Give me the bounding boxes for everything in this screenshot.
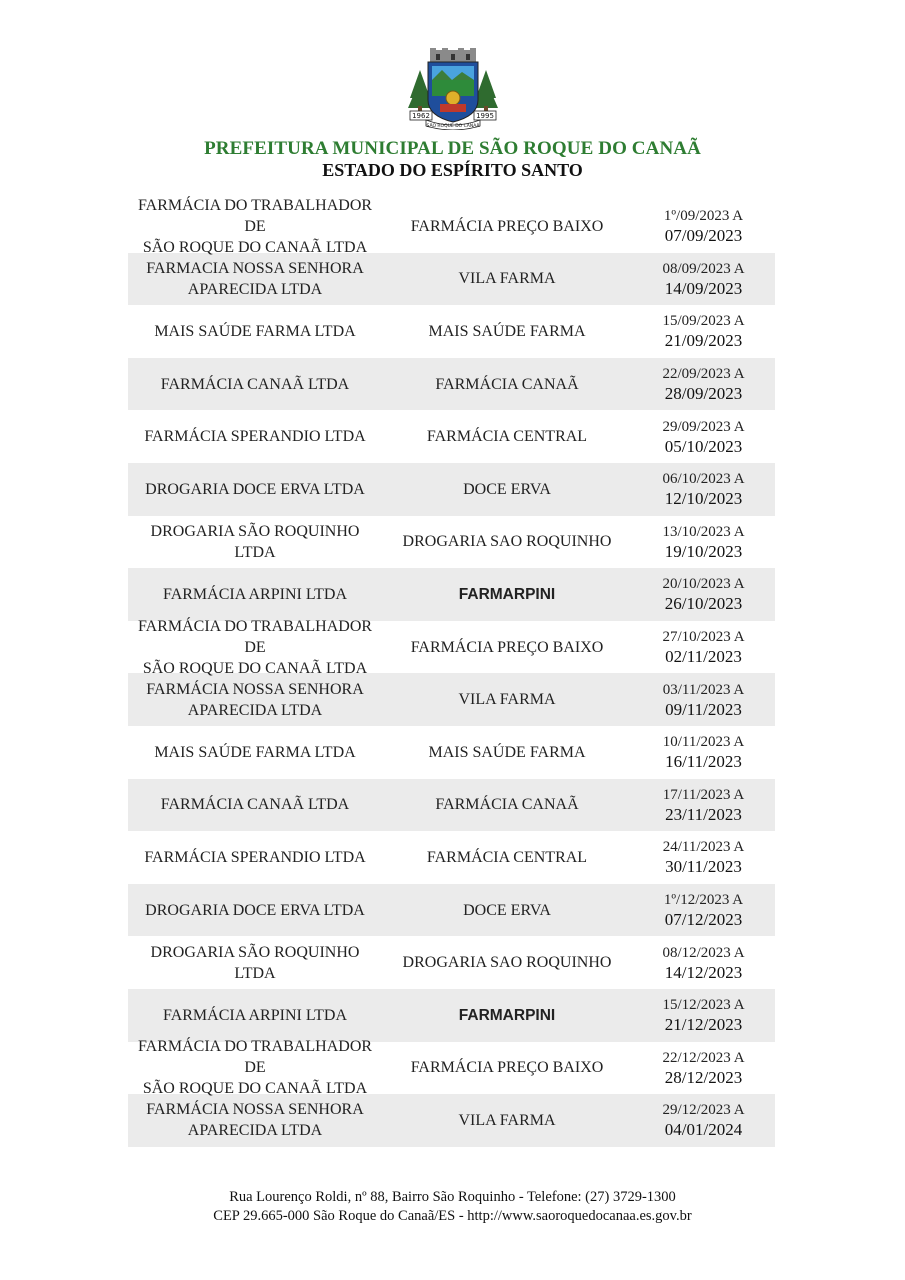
duty-period: [632, 469, 775, 509]
pharmacy-name: FARMÁCIA CENTRAL: [426, 848, 588, 866]
duty-period: [632, 574, 775, 614]
table-row: [128, 831, 775, 884]
duty-period: [632, 1048, 775, 1088]
company-name-line: SÃO ROQUE DO CANAÃ LTDA: [142, 1080, 368, 1098]
pharmacy-name: DOCE ERVA: [463, 901, 551, 919]
period-end: 16/11/2023: [665, 752, 742, 772]
company-name-line: SÃO ROQUE DO CANAÃ LTDA: [142, 659, 368, 677]
footer-contact-line: CEP 29.665-000 São Roque do Canaã/ES - http://www.saoroquedocanaa.es.gov.br: [213, 1208, 692, 1224]
company-name: [128, 195, 382, 258]
pharmacy-name: FARMÁCIA CANAÃ: [435, 375, 579, 393]
company-name: [128, 794, 382, 815]
period-start: 17/11/2023 A: [662, 786, 745, 803]
table-row: [128, 884, 775, 937]
company-name: [128, 374, 382, 395]
period-start: 1º/09/2023 A: [663, 208, 744, 225]
period-end: 09/11/2023: [665, 699, 742, 719]
period-start: 24/11/2023 A: [662, 839, 745, 856]
company-name-line: FARMÁCIA SPERANDIO LTDA: [144, 848, 366, 866]
pharmacy-name: FARMÁCIA CENTRAL: [426, 428, 588, 446]
period-start: 15/09/2023 A: [662, 313, 745, 330]
svg-text:1962: 1962: [412, 112, 430, 120]
company-name-line: DROGARIA SÃO ROQUINHO LTDA: [150, 522, 360, 561]
period-start: 06/10/2023 A: [662, 471, 745, 488]
pharmacy-name: DOCE ERVA: [463, 480, 551, 498]
company-name-line: FARMÁCIA DO TRABALHADOR DE: [137, 617, 373, 656]
company-name: [128, 258, 382, 300]
pharmacy-name: FARMÁCIA PREÇO BAIXO: [410, 638, 604, 656]
duty-period: [632, 785, 775, 825]
period-end: 07/09/2023: [664, 226, 743, 246]
table-row: [128, 568, 775, 621]
duty-period: [632, 364, 775, 404]
company-name: [128, 321, 382, 342]
period-end: 26/10/2023: [664, 594, 743, 614]
period-start: 22/09/2023 A: [662, 366, 745, 383]
period-start: 08/09/2023 A: [662, 260, 745, 277]
company-name-line: MAIS SAÚDE FARMA LTDA: [154, 322, 356, 340]
municipal-crest-icon: [406, 48, 500, 130]
duty-period: [632, 627, 775, 667]
duty-period: [632, 680, 775, 720]
company-name: [128, 521, 382, 563]
duty-period: [632, 417, 775, 457]
pharmacy-name: FARMÁCIA PREÇO BAIXO: [410, 217, 604, 235]
pharmacy-name: FARMARPINI: [458, 1006, 556, 1024]
company-name: [128, 742, 382, 763]
period-end: 23/11/2023: [665, 804, 742, 824]
period-start: 10/11/2023 A: [662, 734, 745, 751]
table-row: [128, 779, 775, 832]
footer-address-line: Rua Lourenço Roldi, nº 88, Bairro São Roquinho - Telefone: (27) 3729-1300: [229, 1189, 676, 1205]
company-name-line: FARMÁCIA SPERANDIO LTDA: [144, 428, 366, 446]
svg-text:1995: 1995: [476, 112, 494, 120]
company-name-line: SÃO ROQUE DO CANAÃ LTDA: [142, 238, 368, 256]
table-row: [128, 989, 775, 1042]
company-name-line: FARMÁCIA NOSSA SENHORA: [146, 1101, 364, 1119]
pharmacy-name: FARMÁCIA CANAÃ: [435, 796, 579, 814]
company-name-line: DROGARIA DOCE ERVA LTDA: [145, 901, 365, 919]
table-row: [128, 463, 775, 516]
duty-period: [632, 259, 775, 299]
duty-period: [632, 837, 775, 877]
duty-period: [632, 943, 775, 983]
page-title: PREFEITURA MUNICIPAL DE SÃO ROQUE DO CANAÃ: [204, 138, 701, 159]
period-end: 02/11/2023: [665, 647, 742, 667]
pharmacy-name: MAIS SAÚDE FARMA: [428, 322, 586, 340]
company-name-line: FARMÁCIA DO TRABALHADOR DE: [137, 196, 373, 235]
company-name: [128, 584, 382, 605]
company-name-line: FARMÁCIA ARPINI LTDA: [162, 1006, 348, 1024]
period-end: 07/12/2023: [664, 910, 743, 930]
period-end: 04/01/2024: [664, 1120, 743, 1140]
table-row: [128, 516, 775, 569]
company-name: [128, 847, 382, 868]
duty-period: [632, 890, 775, 930]
company-name: [128, 616, 382, 679]
company-name-line: MAIS SAÚDE FARMA LTDA: [154, 743, 356, 761]
duty-period: [632, 311, 775, 351]
pharmacy-name: FARMÁCIA PREÇO BAIXO: [410, 1059, 604, 1077]
pharmacy-name: FARMARPINI: [458, 585, 556, 603]
period-end: 14/09/2023: [664, 278, 743, 298]
period-end: 28/09/2023: [664, 384, 743, 404]
table-row: [128, 673, 775, 726]
period-start: 08/12/2023 A: [662, 944, 745, 961]
period-start: 29/12/2023 A: [662, 1102, 745, 1119]
period-start: 20/10/2023 A: [662, 576, 745, 593]
company-name: [128, 1005, 382, 1026]
period-start: 29/09/2023 A: [662, 418, 745, 435]
company-name-line: FARMÁCIA ARPINI LTDA: [162, 585, 348, 603]
pharmacy-name: VILA FARMA: [458, 1111, 556, 1129]
period-end: 14/12/2023: [664, 962, 743, 982]
page-subtitle: ESTADO DO ESPÍRITO SANTO: [322, 160, 583, 180]
period-start: 27/10/2023 A: [662, 629, 745, 646]
period-end: 12/10/2023: [664, 489, 743, 509]
company-name-line: FARMACIA NOSSA SENHORA: [146, 259, 364, 277]
table-row: [128, 358, 775, 411]
table-row: [128, 196, 775, 256]
table-row: [128, 1094, 775, 1147]
period-start: 15/12/2023 A: [662, 997, 745, 1014]
duty-period: [632, 995, 775, 1035]
period-start: 22/12/2023 A: [662, 1049, 745, 1066]
svg-text:SÃO ROQUE DO CANAÃ: SÃO ROQUE DO CANAÃ: [426, 124, 480, 129]
duty-period: [632, 206, 775, 246]
company-name: [128, 1099, 382, 1141]
company-name-line: FARMÁCIA CANAÃ LTDA: [160, 375, 350, 393]
company-name: [128, 900, 382, 921]
company-name-line: APARECIDA LTDA: [187, 701, 323, 719]
pharmacy-name: VILA FARMA: [458, 270, 556, 288]
period-end: 28/12/2023: [664, 1067, 743, 1087]
table-row: [128, 617, 775, 677]
company-name-line: DROGARIA DOCE ERVA LTDA: [145, 480, 365, 498]
footer-address: [0, 1188, 905, 1226]
company-name-line: APARECIDA LTDA: [187, 280, 323, 298]
pharmacy-name: MAIS SAÚDE FARMA: [428, 743, 586, 761]
company-name: [128, 679, 382, 721]
company-name: [128, 1036, 382, 1099]
table-row: [128, 1038, 775, 1098]
company-name-line: FARMÁCIA NOSSA SENHORA: [146, 680, 364, 698]
duty-period: [632, 1100, 775, 1140]
company-name-line: FARMÁCIA DO TRABALHADOR DE: [137, 1038, 373, 1077]
pharmacy-duty-schedule: [128, 196, 775, 1147]
table-row: [128, 305, 775, 358]
period-end: 30/11/2023: [665, 857, 742, 877]
pharmacy-name: VILA FARMA: [458, 691, 556, 709]
duty-period: [632, 522, 775, 562]
period-end: 21/12/2023: [664, 1015, 743, 1035]
period-start: 03/11/2023 A: [662, 681, 745, 698]
pharmacy-name: DROGARIA SAO ROQUINHO: [402, 533, 612, 551]
table-row: [128, 936, 775, 989]
duty-period: [632, 732, 775, 772]
pharmacy-name: DROGARIA SAO ROQUINHO: [402, 954, 612, 972]
company-name-line: DROGARIA SÃO ROQUINHO LTDA: [150, 943, 360, 982]
company-name-line: FARMÁCIA CANAÃ LTDA: [160, 796, 350, 814]
period-start: 13/10/2023 A: [662, 523, 745, 540]
table-row: [128, 726, 775, 779]
period-start: 1º/12/2023 A: [663, 892, 744, 909]
period-end: 05/10/2023: [664, 436, 743, 456]
company-name: [128, 426, 382, 447]
company-name: [128, 942, 382, 984]
table-row: [128, 253, 775, 306]
table-row: [128, 410, 775, 463]
period-end: 19/10/2023: [664, 541, 743, 561]
company-name-line: APARECIDA LTDA: [187, 1122, 323, 1140]
company-name: [128, 479, 382, 500]
period-end: 21/09/2023: [664, 331, 743, 351]
